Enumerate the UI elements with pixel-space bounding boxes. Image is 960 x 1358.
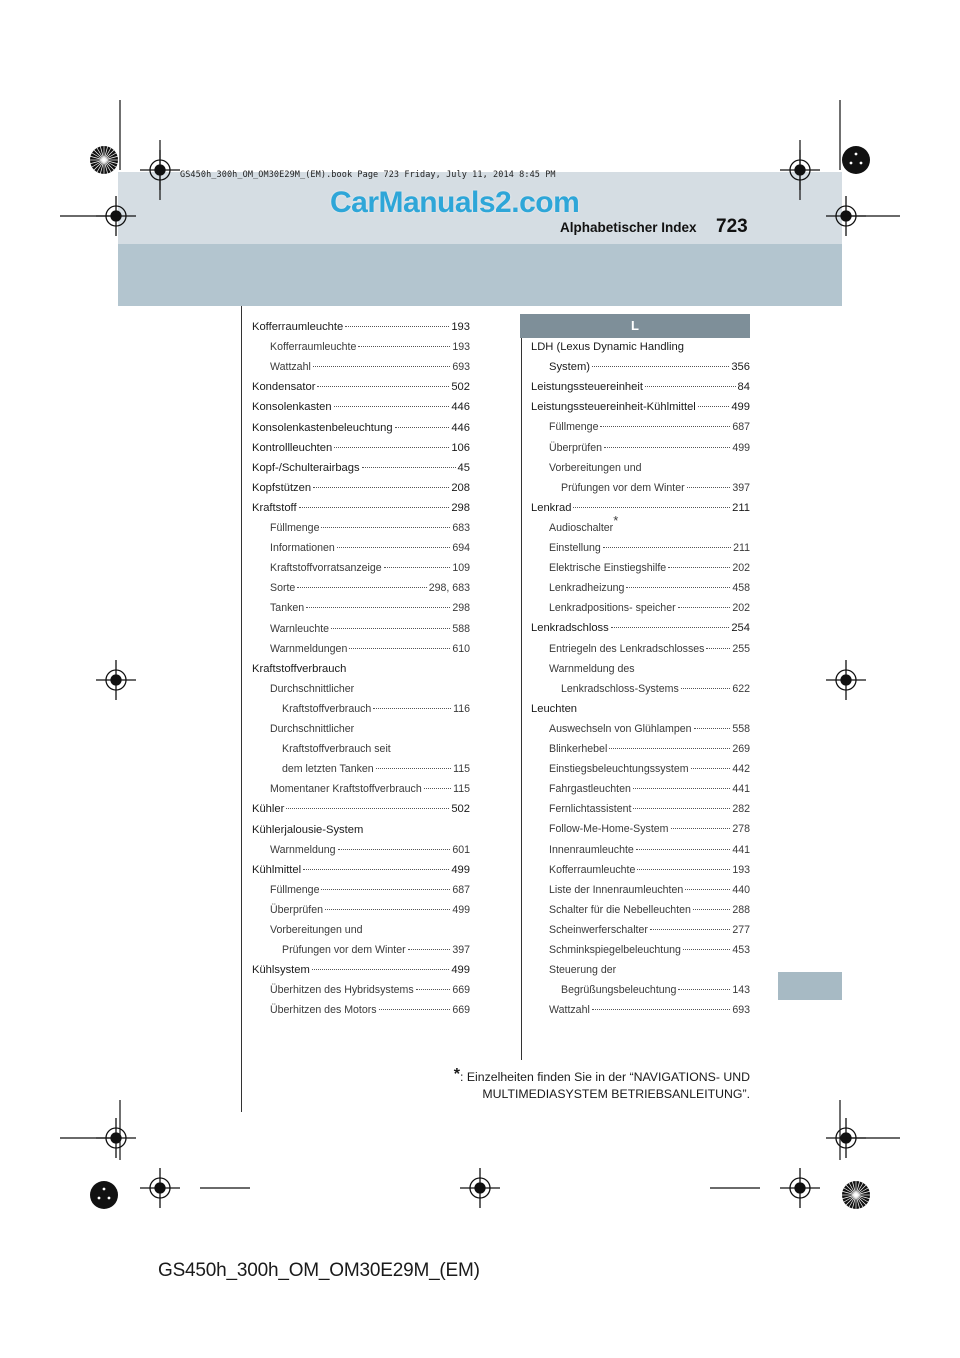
- index-entry-label: Momentaner Kraftstoffverbrauch: [270, 783, 422, 796]
- index-entry-label: Audioschalter: [549, 521, 614, 534]
- index-entry-label: Wattzahl: [549, 1004, 590, 1017]
- index-entry-page[interactable]: 202: [732, 602, 750, 615]
- index-entry-label: Einstiegsbeleuchtungssystem: [549, 763, 689, 776]
- index-entry-label: Füllmenge: [549, 421, 599, 434]
- index-entry-label: Entriegeln des Lenkradschlosses: [549, 642, 705, 655]
- index-entry-page[interactable]: 193: [451, 321, 470, 333]
- index-entry-label: Füllmenge: [270, 883, 320, 896]
- index-entry-label: Überhitzen des Hybridsystems: [270, 984, 414, 997]
- index-entry-label: Leuchten: [531, 702, 578, 715]
- index-entry-label: Innenraumleuchte: [549, 843, 634, 856]
- index-entry-page[interactable]: 499: [731, 401, 750, 414]
- index-entry-label: Lenkradpositions- speicher: [549, 602, 676, 615]
- index-entry-label: Überprüfen: [549, 441, 602, 454]
- index-entry-page[interactable]: 298: [452, 602, 470, 615]
- index-entry-label: Kontrollleuchten: [252, 441, 333, 454]
- index-entry-label: Kofferraumleuchte: [252, 321, 344, 333]
- index-entry-label: Lenkradschloss-Systems: [561, 682, 679, 695]
- index-entry-page[interactable]: 499: [451, 964, 470, 977]
- index-entry-page[interactable]: 45: [457, 461, 470, 474]
- index-entry-label: Kraftstoffverbrauch seit: [282, 743, 391, 756]
- index-entry-label: Kraftstoffverbrauch: [282, 702, 372, 715]
- index-entry-page[interactable]: 693: [732, 1004, 750, 1017]
- index-entry-page[interactable]: 269: [732, 743, 750, 755]
- index-entry-label: Lenkradheizung: [549, 582, 625, 595]
- index-entry-label: Scheinwerferschalter: [549, 923, 648, 936]
- index-entry-page[interactable]: 397: [732, 481, 750, 494]
- index-entry-page[interactable]: 610: [452, 642, 470, 655]
- page-number: 723: [716, 216, 748, 237]
- index-entry-label: Begrüßungsbeleuchtung: [561, 984, 677, 997]
- index-entry-label: Steuerung der: [549, 964, 617, 977]
- index-entry-page[interactable]: 499: [451, 863, 470, 876]
- index-entry-label: Leistungssteuereinheit: [531, 381, 643, 394]
- index-entry-page[interactable]: 397: [452, 944, 470, 957]
- index-entry-label: Überprüfen: [270, 903, 323, 916]
- index-entry-label: Schalter für die Nebelleuchten: [549, 903, 691, 916]
- index-entry-page[interactable]: 211: [733, 542, 750, 554]
- index-entry-label: Warnleuchte: [270, 622, 330, 635]
- index-entry-page[interactable]: 502: [451, 803, 470, 816]
- registration-target-icon: [780, 150, 820, 190]
- index-entry-label: Prüfungen vor dem Winter: [561, 481, 685, 494]
- registration-target-icon: [96, 660, 136, 700]
- index-entry-label: Blinkerhebel: [549, 743, 608, 755]
- index-entry-page[interactable]: 254: [731, 622, 750, 635]
- footnote-line-1: : Einzelheiten finden Sie in der “NAVIGATIONS- UND: [460, 1070, 750, 1084]
- index-entry-label: Kühlsystem: [252, 964, 310, 977]
- index-entry-page[interactable]: 440: [732, 883, 750, 896]
- index-entry-page[interactable]: 558: [732, 722, 750, 735]
- index-entry-page[interactable]: 356: [731, 361, 750, 374]
- index-entry-page[interactable]: 499: [452, 903, 470, 916]
- index-entry-page[interactable]: 622: [732, 682, 750, 695]
- index-entry-page[interactable]: 502: [451, 381, 470, 394]
- index-entry-label: Lenkrad: [531, 501, 572, 514]
- index-entry-page[interactable]: 278: [732, 823, 750, 836]
- index-entry-label: Kondensator: [252, 381, 316, 394]
- index-entry-label: Konsolenkasten: [252, 401, 332, 414]
- index-entry-label: Warnmeldungen: [270, 642, 348, 655]
- index-entry-label: Lenkradschloss: [531, 622, 609, 635]
- footnote-star: *: [453, 1066, 460, 1083]
- index-entry-label: Warnmeldung des: [549, 662, 635, 675]
- watermark-logo: CarManuals2.com: [330, 186, 580, 219]
- registration-target-icon: [140, 150, 180, 190]
- index-entry-label: Füllmenge: [270, 522, 320, 534]
- index-entry-label: Durchschnittlicher: [270, 723, 355, 735]
- index-entry-page[interactable]: 694: [452, 542, 470, 555]
- registration-target-icon: [780, 1168, 820, 1208]
- index-entry-label: Durchschnittlicher: [270, 682, 355, 695]
- index-entry-label: Fahrgastleuchten: [549, 783, 631, 796]
- index-entry-label: System): [549, 361, 591, 374]
- index-entry-label: Tanken: [270, 602, 305, 615]
- index-entry-label: Vorbereitungen und: [549, 461, 642, 474]
- index-entry-label: Elektrische Einstiegshilfe: [549, 562, 667, 575]
- index-entry-page[interactable]: 109: [452, 562, 470, 575]
- index-entry-page[interactable]: 143: [732, 984, 750, 997]
- index-entry-page[interactable]: 277: [732, 923, 750, 936]
- index-entry-page[interactable]: 446: [451, 421, 470, 434]
- index-entry-label: Kofferraumleuchte: [270, 341, 357, 354]
- registration-target-icon: [826, 660, 866, 700]
- section-title: Alphabetischer Index: [560, 220, 697, 235]
- dot-target-mark-icon: [90, 1181, 118, 1209]
- index-entry-label: Auswechseln von Glühlampen: [549, 722, 692, 735]
- index-entry-page[interactable]: 298, 683: [428, 582, 470, 595]
- book-info-line: GS450h_300h_OM_OM30E29M_(EM).book Page 723 Friday, July 11, 2014 8:45 PM: [180, 170, 556, 180]
- index-entry-page[interactable]: 693: [452, 361, 470, 374]
- footer-document-code: GS450h_300h_OM_OM30E29M_(EM): [158, 1260, 480, 1281]
- index-entry-page[interactable]: 255: [732, 642, 750, 655]
- index-entry-page[interactable]: 453: [732, 944, 750, 956]
- index-entry-page[interactable]: 446: [451, 401, 470, 414]
- index-entry-page[interactable]: 211: [732, 501, 750, 514]
- index-entry-page[interactable]: 115: [453, 763, 470, 776]
- index-entry-label: Sorte: [270, 582, 296, 595]
- index-entry-label: Schminkspiegelbeleuchtung: [549, 944, 681, 956]
- index-entry-label: Fernlichtassistent: [549, 803, 632, 816]
- index-entry-label: Kraftstoff: [252, 501, 297, 514]
- index-entry-label: Kühlmittel: [252, 863, 302, 876]
- index-entry-label: Prüfungen vor dem Winter: [282, 944, 406, 957]
- index-entry-page[interactable]: 687: [732, 421, 750, 434]
- index-entry-page[interactable]: 208: [451, 481, 470, 494]
- index-entry-label: Follow-Me-Home-System: [549, 823, 669, 836]
- sunburst-mark-icon: [842, 1181, 870, 1209]
- index-entry-page[interactable]: 458: [732, 582, 750, 595]
- index-entry-page[interactable]: 669: [452, 1004, 470, 1017]
- registration-target-icon: [826, 196, 866, 236]
- index-entry-page[interactable]: 84: [737, 381, 750, 394]
- registration-target-icon: [826, 1118, 866, 1158]
- index-entry-page[interactable]: 298: [451, 501, 470, 514]
- index-entry-page[interactable]: 288: [732, 903, 750, 916]
- index-entry-page[interactable]: 193: [452, 341, 470, 354]
- index-entry-label: Kraftstoffvorratsanzeige: [270, 562, 382, 575]
- index-entry-label: dem letzten Tanken: [282, 763, 374, 776]
- index-entry-label: LDH (Lexus Dynamic Handling: [531, 341, 684, 353]
- sunburst-mark-icon: [90, 146, 118, 174]
- index-entry-label: Wattzahl: [270, 361, 311, 374]
- footnote-star-marker: *: [613, 513, 619, 529]
- index-entry-page[interactable]: 282: [732, 803, 750, 816]
- index-entry-label: Kraftstoffverbrauch: [252, 662, 347, 675]
- index-entry-label: Vorbereitungen und: [270, 924, 363, 936]
- index-entry-page[interactable]: 687: [452, 883, 470, 896]
- registration-target-icon: [140, 1168, 180, 1208]
- index-entry-label: Kühler: [252, 803, 285, 816]
- registration-target-icon: [96, 196, 136, 236]
- letter-heading-l: L: [520, 314, 750, 338]
- index-entry-page[interactable]: 601: [452, 843, 470, 856]
- index-entry-page[interactable]: 193: [732, 863, 750, 876]
- index-entry-label: Einstellung: [549, 542, 601, 554]
- registration-target-icon: [460, 1168, 500, 1208]
- index-entry-label: Überhitzen des Motors: [270, 1004, 377, 1017]
- index-entry-page[interactable]: 116: [453, 702, 470, 715]
- index-entry-label: Liste der Innenraumleuchten: [549, 883, 684, 896]
- index-entry-page[interactable]: 441: [732, 843, 750, 856]
- index-entry-label: Informationen: [270, 542, 335, 555]
- index-entry-page[interactable]: 499: [732, 441, 750, 454]
- index-entry-page[interactable]: 683: [452, 522, 470, 534]
- index-entry-page[interactable]: 441: [732, 783, 750, 796]
- index-entry-label: Leistungssteuereinheit-Kühlmittel: [531, 401, 696, 414]
- registration-target-icon: [96, 1118, 136, 1158]
- index-entry-label: Warnmeldung: [270, 843, 336, 856]
- index-entry-page[interactable]: 669: [452, 984, 470, 997]
- index-entry-label: Konsolenkastenbeleuchtung: [252, 421, 393, 434]
- dot-target-mark-icon: [842, 146, 870, 174]
- index-entry-page[interactable]: 106: [451, 441, 470, 454]
- index-entry-page[interactable]: 202: [732, 562, 750, 575]
- index-entry-page[interactable]: 115: [453, 783, 470, 796]
- index-entry-label: Kühlerjalousie-System: [252, 823, 364, 836]
- index-entry-page[interactable]: 442: [732, 763, 750, 776]
- index-entry-label: Kofferraumleuchte: [549, 863, 636, 876]
- index-entry-label: Kopf-/Schulterairbags: [252, 461, 360, 474]
- footnote-line-2: MULTIMEDIASYSTEM BETRIEBSANLEITUNG”.: [482, 1087, 750, 1101]
- index-entry-page[interactable]: 588: [452, 622, 470, 635]
- index-entry-label: Kopfstützen: [252, 481, 312, 494]
